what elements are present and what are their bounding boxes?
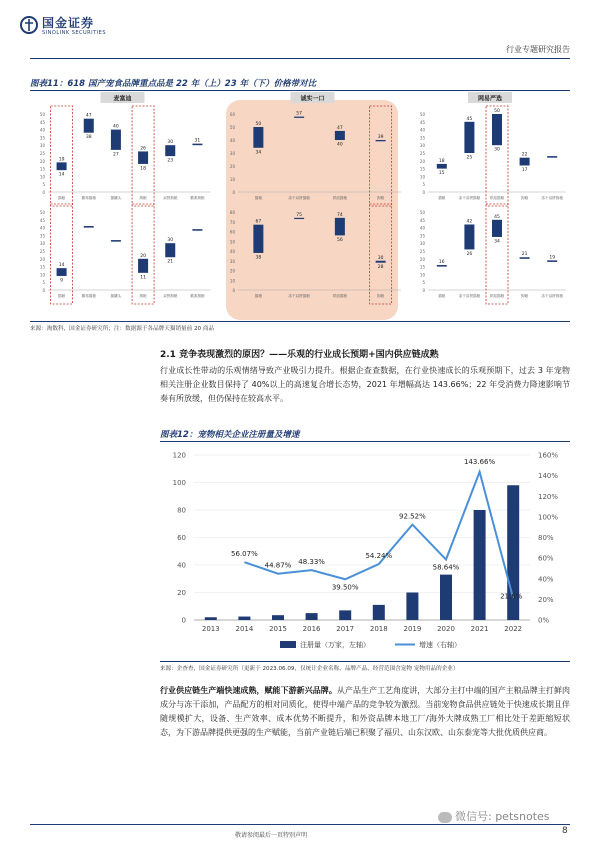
- price-band-bar: [335, 131, 345, 140]
- registration-bar: [339, 610, 351, 620]
- axis-tick-label: 0: [422, 190, 425, 195]
- price-low-label: 27: [113, 152, 119, 158]
- axis-tick-label: 35: [39, 233, 45, 239]
- price-band-bar: [165, 243, 175, 257]
- price-high-label: 18: [438, 158, 445, 164]
- axis-tick-label: 5: [42, 182, 45, 188]
- price-high-label: 30: [167, 238, 174, 244]
- axis-tick-label: 25: [419, 151, 425, 156]
- figure12-title: 图表12：宠物相关企业注册量及增速: [160, 430, 300, 440]
- watermark: [438, 808, 550, 824]
- panel-name: 诚实一口: [300, 95, 325, 103]
- price-high-label: 50: [494, 109, 500, 114]
- category-label: 狗粮: [521, 294, 529, 298]
- price-band-bar: [111, 130, 121, 150]
- axis-tick-label: 45: [39, 119, 45, 125]
- axis-tick-label: 40: [419, 127, 425, 133]
- axis-tick-label: 50: [229, 125, 235, 130]
- category-label: 霸弗狗粮: [190, 294, 205, 298]
- axis-tick-label: 60: [229, 112, 235, 117]
- price-high-label: 42: [466, 219, 473, 225]
- price-high-label: 67: [255, 219, 262, 225]
- right-axis-tick: 120%: [538, 492, 559, 501]
- figure12-source: 来源：企查查，国金证券研究所（更新于 2023.06.09，仅统计企业名称、品牌产品、经营范围含宠物 宠物用品的企业）: [160, 666, 459, 672]
- price-band-bar: [437, 265, 447, 267]
- axis-tick-label: 10: [39, 272, 45, 278]
- axis-tick-label: 35: [419, 233, 425, 239]
- axis-tick-label: 0: [42, 190, 45, 195]
- growth-data-label: 56.07%: [231, 550, 258, 559]
- legend-bar-swatch: [280, 641, 296, 648]
- right-axis-tick: 80%: [538, 534, 554, 542]
- right-axis-tick: 100%: [538, 513, 559, 522]
- price-band-bar: [492, 220, 502, 237]
- axis-tick-label: 50: [229, 239, 235, 245]
- axis-tick-label: 40: [39, 127, 45, 133]
- category-label: 双拼狗粮: [163, 294, 178, 298]
- price-high-label: 57: [296, 111, 302, 117]
- registration-bar: [238, 617, 250, 620]
- price-high-label: 47: [337, 125, 343, 131]
- price-band-bar: [464, 224, 474, 249]
- price-band-bar: [253, 127, 263, 148]
- registration-bar: [474, 510, 486, 620]
- price-low-label: 30: [494, 147, 500, 153]
- axis-tick-label: 5: [422, 182, 425, 188]
- highlight-box: [51, 106, 73, 206]
- price-band-bar: [57, 162, 67, 170]
- price-high-label: 50: [255, 122, 262, 127]
- category-label: 猫罐头: [110, 196, 122, 200]
- category-label: 猫粮: [438, 196, 446, 200]
- axis-tick-label: 15: [39, 264, 45, 270]
- axis-tick-label: 35: [419, 135, 425, 141]
- panel-name: 麦富迪: [113, 95, 132, 103]
- axis-tick-label: 0: [232, 190, 235, 195]
- price-low-label: 11: [140, 275, 146, 281]
- price-band-bar: [84, 119, 94, 133]
- header-rule: [30, 58, 570, 59]
- price-low-label: 28: [377, 265, 384, 271]
- category-label: 狗粮: [377, 294, 385, 298]
- x-tick-label: 2017: [336, 625, 355, 633]
- figure12-chart: [160, 445, 570, 660]
- logo-mark-icon: [20, 16, 38, 34]
- growth-data-label: 143.66%: [464, 457, 496, 466]
- panel-name: 网易严选: [477, 95, 503, 103]
- panel-highlight-bg: [226, 100, 398, 320]
- figure12-title-rule: [160, 441, 570, 442]
- price-low-label: 15: [438, 171, 445, 177]
- axis-tick-label: 50: [419, 210, 425, 215]
- price-high-label: 30: [167, 140, 174, 146]
- price-high-label: 14: [58, 263, 65, 269]
- price-high-label: 21: [521, 252, 528, 258]
- category-label: 冻干双拼猫粮: [288, 196, 310, 200]
- price-band-bar: [165, 145, 175, 156]
- x-tick-label: 2013: [201, 625, 220, 633]
- price-high-label: 74: [337, 212, 343, 218]
- axis-tick-label: 40: [419, 225, 425, 231]
- registration-bar: [205, 617, 217, 620]
- axis-tick-label: 40: [39, 225, 45, 231]
- wechat-icon: [438, 812, 452, 823]
- price-high-label: 16: [438, 260, 445, 266]
- legend-bar-label: 注册量（万家，左轴）: [300, 641, 370, 649]
- axis-tick-label: 60: [229, 229, 235, 235]
- growth-data-label: 39.50%: [331, 583, 359, 592]
- axis-tick-label: 20: [419, 158, 425, 164]
- price-high-label: 19: [58, 157, 65, 163]
- axis-tick-label: 45: [39, 217, 45, 223]
- category-label: 猫粮: [57, 196, 66, 200]
- price-low-label: 21: [167, 259, 174, 265]
- price-high-label: 40: [113, 124, 119, 130]
- figure12-source-rule: [160, 661, 570, 662]
- axis-tick-label: 10: [419, 174, 425, 180]
- category-label: 冻干双拼狗粮: [541, 196, 563, 200]
- left-axis-tick: 20: [177, 589, 186, 597]
- price-low-label: 40: [337, 142, 343, 148]
- category-label: 烘焙猫粮: [489, 196, 505, 200]
- logo-cn: 国金证券: [42, 16, 95, 30]
- section-para2-lead: 行业供应链生产端快速成熟，赋能下游新兴品牌。: [160, 686, 337, 695]
- axis-tick-label: 20: [39, 158, 45, 164]
- right-axis-tick: 20%: [538, 595, 554, 604]
- axis-tick-label: 20: [419, 256, 425, 262]
- price-band-bar: [138, 151, 148, 163]
- left-axis-tick: 120: [172, 451, 186, 460]
- registration-bar: [406, 593, 418, 621]
- axis-tick-label: 15: [39, 166, 45, 172]
- price-low-label: 38: [85, 135, 92, 141]
- legend-line-label: 增速（右轴）: [419, 641, 461, 649]
- price-band-bar: [520, 257, 530, 259]
- price-band-bar: [253, 225, 263, 253]
- price-high-label: 30: [377, 255, 384, 261]
- x-tick-label: 2020: [437, 625, 455, 633]
- watermark-text: 微信号: petsnotes: [455, 810, 550, 823]
- axis-tick-label: 0: [422, 288, 425, 293]
- registration-bar: [272, 615, 284, 620]
- price-band-bar: [192, 144, 202, 146]
- category-label: 猫粮: [57, 294, 66, 298]
- axis-tick-label: 0: [232, 288, 235, 293]
- figure11-source: 来源：淘数科，国金证券研究所；注：数据源于各品牌天猫销量前 20 商品: [30, 326, 215, 332]
- footer-rule: [30, 824, 570, 825]
- right-axis-tick: 60%: [538, 554, 554, 563]
- axis-tick-label: 20: [229, 164, 235, 169]
- price-band-bar: [192, 229, 202, 231]
- price-low-label: 18: [140, 166, 146, 172]
- figure11-source-rule: [30, 321, 570, 322]
- x-tick-label: 2022: [504, 625, 523, 633]
- category-label: 猫粮: [254, 196, 262, 200]
- page-number: 8: [562, 826, 568, 836]
- axis-tick-label: 50: [39, 210, 45, 215]
- price-band-bar: [492, 114, 502, 145]
- axis-tick-label: 5: [42, 280, 45, 286]
- category-label: 霸弗狗粮: [190, 196, 205, 200]
- axis-tick-label: 20: [229, 268, 235, 274]
- logo-en: SINOLINK SECURITIES: [42, 30, 106, 36]
- price-band-bar: [57, 268, 67, 276]
- right-axis-tick: 0%: [538, 616, 550, 625]
- price-low-label: 17: [521, 167, 528, 173]
- axis-tick-label: 30: [419, 143, 425, 149]
- section-para2-body: 从产品生产工艺角度讲，大部分主打中端的国产主粮品牌主打鲜肉成分与冻干添加，产品配方的相对同质化，使得中端产品的竞争较为激烈。当前宠物食品供应链处于快速成长期且伴随规模扩大，设备、生产效率、成本优势不断提升，和外资品牌本地工厂/海外大牌成熟工厂相比处于差距缩短状态，为下游品牌提供更强的生产赋能，当前产业链后端已积聚了福贝、山东汉欧、山东泰宠等大批优质供应商。: [160, 686, 571, 737]
- axis-tick-label: 10: [419, 272, 425, 278]
- x-tick-label: 2018: [369, 625, 388, 633]
- price-band-bar: [520, 158, 530, 166]
- price-low-label: 26: [466, 251, 473, 257]
- left-axis-tick: 40: [177, 561, 186, 570]
- axis-tick-label: 70: [229, 219, 235, 225]
- right-axis-tick: 140%: [538, 472, 559, 481]
- axis-tick-label: 25: [419, 249, 425, 254]
- category-label: 狗粮: [139, 294, 147, 298]
- axis-tick-label: 30: [39, 143, 45, 149]
- category-label: 烘焙猫粮: [332, 294, 348, 298]
- price-high-label: 22: [521, 152, 528, 158]
- growth-data-label: 21.6%: [500, 592, 523, 601]
- price-band-bar: [294, 218, 304, 219]
- price-low-label: 56: [337, 237, 343, 243]
- price-low-label: 38: [255, 255, 262, 261]
- price-band-bar: [335, 218, 345, 236]
- price-high-label: 45: [494, 214, 500, 220]
- price-band-bar: [376, 261, 386, 263]
- axis-tick-label: 40: [229, 249, 235, 254]
- left-axis-tick: 60: [177, 534, 186, 542]
- footer-disclaimer: 敬请参阅最后一页特别声明: [235, 832, 308, 839]
- axis-tick-label: 45: [419, 119, 425, 125]
- axis-tick-label: 0: [42, 288, 45, 293]
- x-tick-label: 2019: [403, 625, 422, 633]
- section-para1: 行业成长性带动的乐观情绪导致产业吸引力提升。根据企查查数据，在行业快速成长的乐观预期下，过去 3 年宠物相关注册企业数目保持了 40%以上的高速复合增长态势，2021 年增幅高达 143.66%；22 年受消费力降速影响节奏有所放缓，但仍保持在较高水平。: [160, 366, 570, 403]
- price-band-bar: [437, 164, 447, 169]
- price-band-bar: [84, 226, 94, 228]
- growth-data-label: 92.52%: [399, 512, 426, 521]
- axis-tick-label: 20: [39, 256, 45, 262]
- registration-bar: [373, 605, 385, 620]
- category-label: 霸弗猫粮: [81, 294, 96, 298]
- price-low-label: 9: [60, 278, 64, 284]
- axis-tick-label: 80: [229, 210, 235, 215]
- price-low-label: 25: [466, 155, 473, 161]
- category-label: 烘焙猫粮: [489, 294, 505, 298]
- left-axis-tick: 80: [177, 506, 186, 515]
- section-heading: 2.1 竞争表现激烈的原因？——乐观的行业成长预期+国内供应链成熟: [160, 350, 439, 360]
- x-tick-label: 2014: [235, 625, 254, 633]
- doc-type: 行业专题研究报告: [506, 45, 570, 54]
- category-label: 双拼狗粮: [163, 196, 178, 200]
- price-band-bar: [111, 240, 121, 242]
- axis-tick-label: 40: [229, 138, 235, 143]
- price-low-label: 34: [494, 239, 500, 245]
- figure11-title-rule: [30, 90, 570, 91]
- registration-bar: [440, 575, 452, 620]
- axis-tick-label: 15: [419, 166, 425, 172]
- axis-tick-label: 25: [39, 249, 45, 254]
- category-label: 冻干双拼狗粮: [541, 294, 563, 298]
- x-tick-label: 2021: [470, 625, 489, 633]
- axis-tick-label: 30: [229, 151, 235, 156]
- price-high-label: 20: [140, 253, 146, 259]
- category-label: 冻干双拼猫粮: [458, 294, 481, 298]
- price-high-label: 19: [549, 255, 556, 261]
- axis-tick-label: 30: [229, 258, 235, 264]
- price-band-bar: [464, 122, 474, 153]
- category-label: 猫粮: [438, 294, 446, 298]
- growth-data-label: 48.33%: [298, 558, 325, 567]
- price-high-label: 47: [85, 113, 92, 119]
- axis-tick-label: 30: [419, 241, 425, 247]
- figure11-chart: [30, 92, 570, 322]
- highlight-box: [51, 204, 73, 304]
- category-label: 狗粮: [377, 196, 385, 200]
- price-low-label: 14: [58, 172, 65, 178]
- category-label: 狗粮: [521, 196, 529, 200]
- x-tick-label: 2016: [302, 625, 321, 633]
- category-label: 猫罐头: [110, 294, 122, 298]
- figure11-title: 图表11：618 国产宠食品牌重点品是 22 年（上）23 年（下）价格带对比: [30, 79, 317, 89]
- category-label: 霸弗猫粮: [81, 196, 96, 200]
- price-low-label: 23: [167, 158, 174, 164]
- registration-bar: [306, 613, 318, 620]
- axis-tick-label: 10: [229, 177, 235, 182]
- category-label: 烘焙猫粮: [332, 196, 348, 200]
- axis-tick-label: 10: [39, 174, 45, 180]
- axis-tick-label: 30: [39, 241, 45, 247]
- category-label: 猫粮: [254, 294, 262, 298]
- price-band-bar: [547, 156, 557, 158]
- price-high-label: 26: [140, 146, 146, 152]
- category-label: 冻干双拼猫粮: [288, 294, 310, 298]
- growth-data-label: 58.64%: [432, 563, 460, 572]
- axis-tick-label: 45: [419, 217, 425, 223]
- price-band-bar: [547, 260, 557, 262]
- category-label: 冻干双拼猫粮: [458, 196, 481, 200]
- axis-tick-label: 35: [39, 135, 45, 141]
- axis-tick-label: 25: [39, 151, 45, 156]
- axis-tick-label: 5: [422, 280, 425, 286]
- price-high-label: 31: [194, 138, 201, 144]
- axis-tick-label: 10: [229, 278, 235, 284]
- growth-data-label: 54.24%: [365, 552, 393, 561]
- price-high-label: 45: [466, 116, 473, 122]
- price-band-bar: [138, 259, 148, 273]
- price-band-bar: [294, 117, 304, 118]
- right-axis-tick: 40%: [538, 575, 554, 584]
- price-high-label: 39: [377, 135, 384, 140]
- right-axis-tick: 160%: [538, 451, 559, 460]
- price-high-label: 75: [296, 212, 302, 218]
- axis-tick-label: 50: [419, 112, 425, 117]
- growth-data-label: 44.87%: [264, 561, 292, 570]
- category-label: 狗粮: [139, 196, 147, 200]
- price-band-bar: [376, 140, 386, 141]
- price-low-label: 34: [255, 150, 262, 156]
- axis-tick-label: 50: [39, 112, 45, 117]
- left-axis-tick: 0: [181, 616, 186, 625]
- left-axis-tick: 100: [172, 479, 186, 487]
- growth-line: [244, 472, 513, 598]
- section-para2: [160, 684, 570, 740]
- x-tick-label: 2015: [269, 625, 287, 633]
- axis-tick-label: 15: [419, 264, 425, 270]
